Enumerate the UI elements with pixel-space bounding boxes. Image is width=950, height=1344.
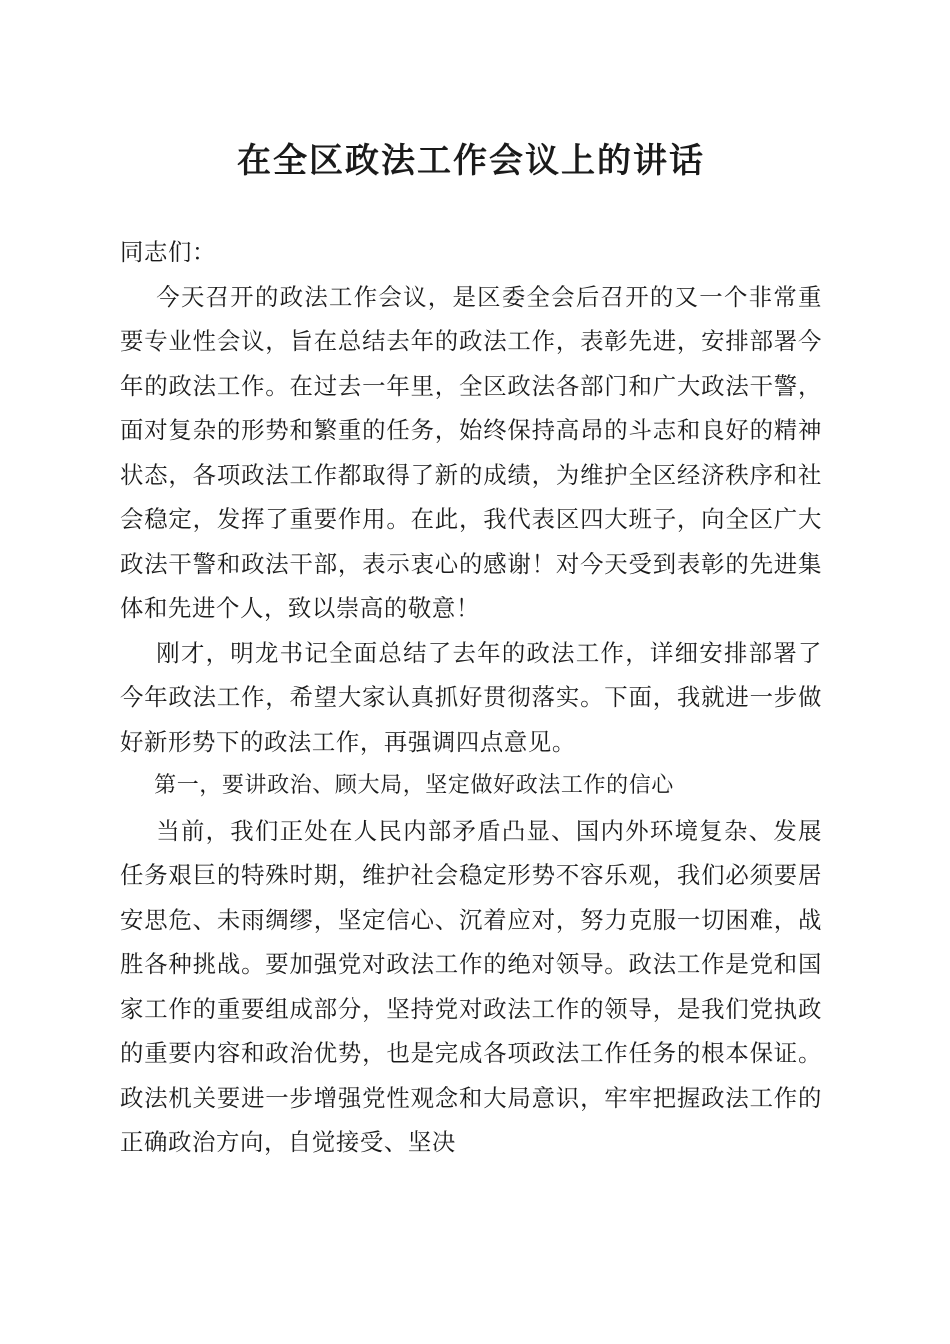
document-body <box>120 230 822 1165</box>
section-paragraph: 当前，我们正处在人民内部矛盾凸显、国内外环境复杂、发展任务艰巨的特殊时期，维护社会稳定形势不容乐观，我们必须要居安思危、未雨绸缪，坚定信心、沉着应对，努力克服一切困难，战胜各种挑战。要加强党对政法工作的绝对领导。政法工作是党和国家工作的重要组成部分，坚持党对政法工作的领导，是我们党执政的重要内容和政治优势，也是完成各项政法工作任务的根本保证。政法机关要进一步增强党性观念和大局意识，牢牢把握政法工作的正确政治方向，自觉接受、坚决 <box>120 816 822 1156</box>
document-title: 在全区政法工作会议上的讲话 <box>237 141 705 181</box>
transition-paragraph: 刚才，明龙书记全面总结了去年的政法工作，详细安排部署了今年政法工作，希望大家认真抓好贯彻落实。下面，我就进一步做好新形势下的政法工作，再强调四点意见。 <box>120 638 822 756</box>
opening-paragraph: 今天召开的政法工作会议，是区委全会后召开的又一个非常重要专业性会议，旨在总结去年的政法工作，表彰先进，安排部署今年的政法工作。在过去一年里，全区政法各部门和广大政法干警，面对复杂的形势和繁重的任务，始终保持高昂的斗志和良好的精神状态，各项政法工作都取得了新的成绩，为维护全区经济秩序和社会稳定，发挥了重要作用。在此，我代表区四大班子，向全区广大政法干警和政法干部，表示衷心的感谢！对今天受到表彰的先进集体和先进个人，致以崇高的敬意！ <box>120 282 822 622</box>
salutation: 同志们： <box>120 238 216 266</box>
section-heading: 第一，要讲政治、顾大局，坚定做好政法工作的信心 <box>154 773 674 798</box>
